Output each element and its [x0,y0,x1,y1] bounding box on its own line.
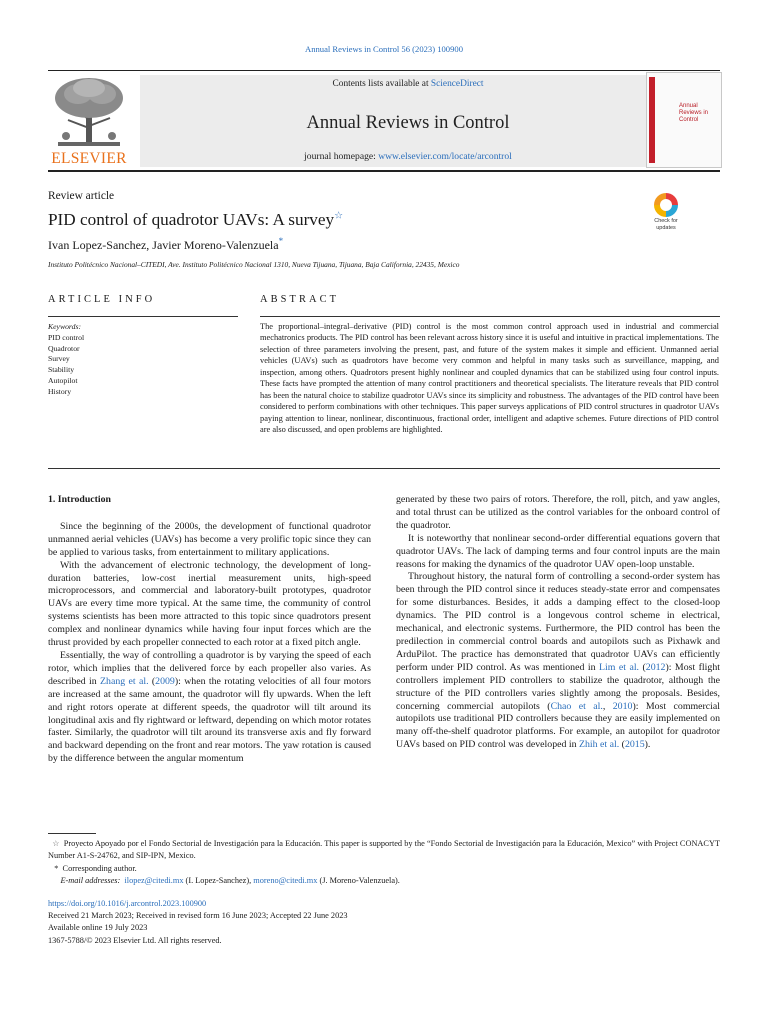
paragraph: Since the beginning of the 2000s, the development of functional quadrotor unmanned aerial vehicles (UAVs) has become a very prolific topic since they can be applied to various tasks, from entertainment to military applications. [48,520,371,558]
body-column-left [48,494,371,766]
paragraph-text: ): when the rotating velocities of all four motors are increased at the same amount, the quadrotor will fly upwards. When the left and right rotors operate at different speeds, the quadrotor will tilt around its longitudinal axis and fly rightward or leftward, depending on which motor rotates faster. Similarly, the quadrotor will tilt around its transverse axis and fly forward and backward depending on the front and rear motors. The yaw rotation is caused by the difference between the angular momentum [48,675,371,765]
keyword-item: Stability [48,365,75,375]
citation-year[interactable]: 2012 [645,661,666,673]
updates-icon [654,193,678,217]
keywords-label: Keywords: [48,322,82,331]
author-names: Ivan Lopez-Sanchez, Javier Moreno-Valenzuela [48,238,279,252]
elsevier-wordmark: ELSEVIER [51,150,127,167]
paragraph [48,650,371,766]
paragraph-text: ): Most flight controllers implement PID controllers to stabilize the quadrotor, although the structure of the PID controllers varies slightly among the proposals. Besides, concerning commercial autopilots ( [396,661,720,712]
tree-logo-icon [48,76,130,148]
cover-title: Annual Reviews in Control [679,103,709,123]
paragraph: generated by these two pairs of rotors. Therefore, the roll, pitch, and yaw angles, and total thrust can be utilized as the control variables for the onboard control of the quadrotor. [396,494,720,531]
homepage-prefix: journal homepage: [304,151,379,162]
footnote-emails [48,875,720,887]
authors [48,236,283,253]
paragraph-text: ( [619,739,625,751]
cover-strip [649,77,655,163]
citation-year[interactable]: 2010 [612,700,633,712]
article-info-rule [48,316,238,317]
keyword-item: History [48,386,72,396]
journal-reference-link[interactable]: Annual Reviews in Control 56 (2023) 100900 [304,44,463,54]
abstract-bottom-rule [48,468,720,469]
paragraph: It is noteworthy that nonlinear second-order differential equations govern that quadrotor UAVs. The lack of damping terms and four control inputs are the main reasons for making the dynamics of the quadrotor UAV open-loop unstable. [396,532,720,570]
citation-chao[interactable]: Chao et al. [550,700,603,712]
abstract-text: The proportional–integral–derivative (PID) control is the most common control approach used in industrial and commercial mechatronics products. The PID control has been relevant across history since it is useful and intuitive in practical implementations. The selection of three parameters involving the present, past, and future of the system makes it simple and efficient. Unmanned aerial vehicles (UAVs) such as quadrotors have become very common and helpful in many tasks such as surveillance, mapping, and inspection, among others. Quadrotors present highly nonlinear and coupled dynamics that can be stabilized using four control inputs. These facts have prompted the attention of many control practitioners and theoretical specialists. The literature reveals that PID control has been the natural choice to stabilize quadrotor UAVs since its simplicity and robustness. The advantages of the PID control have been considered to perform combinations with other techniques. This paper surveys applications of PID control structures in quadrotor UAVs paying attention to linear, nonlinear, discontinuous, fractional order, intelligent and adaptive schemes. Future directions of PID control are also discussed, and open problems are highlighted. [260,322,719,435]
corresponding-author-mark[interactable]: * [278,236,284,246]
contents-prefix: Contents lists available at [332,79,431,89]
copyright: 1367-5788/© 2023 Elsevier Ltd. All rights reserved. [48,935,222,945]
received-dates: Received 21 March 2023; Received in revised form 16 June 2023; Accepted 22 June 2023 [48,911,348,921]
article-title-text: PID control of quadrotor UAVs: A survey [48,210,335,229]
citation-zhang[interactable]: Zhang et al. [100,675,149,687]
article-info-heading: ARTICLE INFO [48,294,156,305]
available-online: Available online 19 July 2023 [48,923,148,933]
citation-year[interactable]: 2009 [155,675,175,687]
badge-text-line1: Check for [654,218,678,224]
keyword-item: Survey [48,354,70,364]
affiliation: Instituto Politécnico Nacional–CITEDI, Ave. Instituto Politécnico Nacional 1310, Nueva Tijuana, Tijuana, Baja California, 22435, Mexico [48,260,460,269]
homepage-link[interactable]: www.elsevier.com/locate/arcontrol [378,151,512,162]
paragraph-text: ( [148,675,156,687]
footnote-corresponding [48,863,720,875]
footnote-funding [48,838,720,863]
paragraph: With the advancement of electronic technology, the development of long-duration batteries, low-cost inertial measurement units, high-speed microprocessors, and commercial and laboratory-built prototypes, quadrotor UAVs are every time more typical. At the same time, the community of control systems scientists has been more attracted to this topic since quadrotors present complex and nonlinear dynamics while having four input forces which are the thrust provided by each propeller connected to each rotor at a fixed pitch angle. [48,559,371,649]
journal-header [48,68,720,171]
paragraph-text: ). [644,739,651,751]
elsevier-logo [48,76,130,168]
journal-cover-thumbnail[interactable] [646,72,722,168]
email-owner-1: (I. Lopez-Sanchez), [183,875,254,885]
footnote-rule [48,833,96,834]
keyword-item: Autopilot [48,375,78,385]
email-owner-2: (J. Moreno-Valenzuela). [317,875,400,885]
footnotes [48,838,720,887]
footnote-text: Corresponding author. [62,863,137,873]
body-column-right [396,494,720,752]
footnote-mark: * [54,863,59,873]
abstract-heading: ABSTRACT [260,294,340,305]
journal-title: Annual Reviews in Control [306,113,510,133]
footnote-text: Proyecto Apoyado por el Fondo Sectorial de Investigación para la Educación. This paper is supported by the “Fondo Sectorial de Investigación para la Educación, Mexico” with Project CONACYT Number A1-S-24762, and SIP-IPN, Mexico. [48,839,721,861]
paragraph-text: Essentially, the way of controlling a quadrotor is by varying the speed of each rotor, which implies that the delivered force by each propeller also varies. As described in [48,649,371,687]
keyword-item: Quadrotor [48,343,80,353]
paragraph [396,571,720,752]
email-label: E-mail addresses: [60,875,121,885]
check-for-updates-badge[interactable] [646,193,686,237]
abstract-rule [260,316,720,317]
contents-availability [140,79,676,89]
doi-link[interactable]: https://doi.org/10.1016/j.arcontrol.2023.100900 [48,899,207,908]
journal-banner [140,75,676,167]
paragraph-text: ): Most commercial autopilots use traditional PID controllers because they are easily implemented on many off-the-shelf quadrotor platforms. For example, an autopilot for quadrotor UAVs based on PID control was developed in [396,700,720,751]
article-title [48,210,343,230]
footnote-mark: ☆ [52,839,60,848]
article-type: Review article [48,190,115,202]
paragraph-text: Throughout history, the natural form of controlling a second-order system has been through the PID control since it reduces steady-state error and compensates for some disturbances. Besides, it adds a damping effect to the closed-loop dynamics. The PID control is a longevous control scheme in electrical, mechanical, and electronic systems. Furthermore, the PID control has been the predilection in commercial control boards and autopilots such as Pixhawk and ArduPilot. The practice has demonstrated that quadrotor UAVs can efficiently perform under PID control. As was mentioned in [396,571,720,673]
title-footnote-mark[interactable]: ☆ [334,210,344,222]
email-link-1[interactable]: ilopez@citedi.mx [124,875,184,885]
sciencedirect-link[interactable]: ScienceDirect [430,79,484,89]
header-top-rule [48,70,720,71]
citation-lim[interactable]: Lim et al. [599,661,640,673]
section-heading: 1. Introduction [48,494,111,505]
paragraph-text: , [602,700,613,712]
citation-zhih[interactable]: Zhih et al. [579,739,620,751]
journal-homepage [140,151,676,162]
publication-info [48,898,720,947]
badge-text-line2: updates [656,225,676,231]
citation-year[interactable]: 2015 [624,739,645,751]
email-link-2[interactable]: moreno@citedi.mx [253,875,318,885]
header-bottom-rule [48,170,720,172]
keywords-list [48,322,238,398]
keyword-item: PID control [48,332,85,342]
paragraph-text: ( [639,661,646,673]
